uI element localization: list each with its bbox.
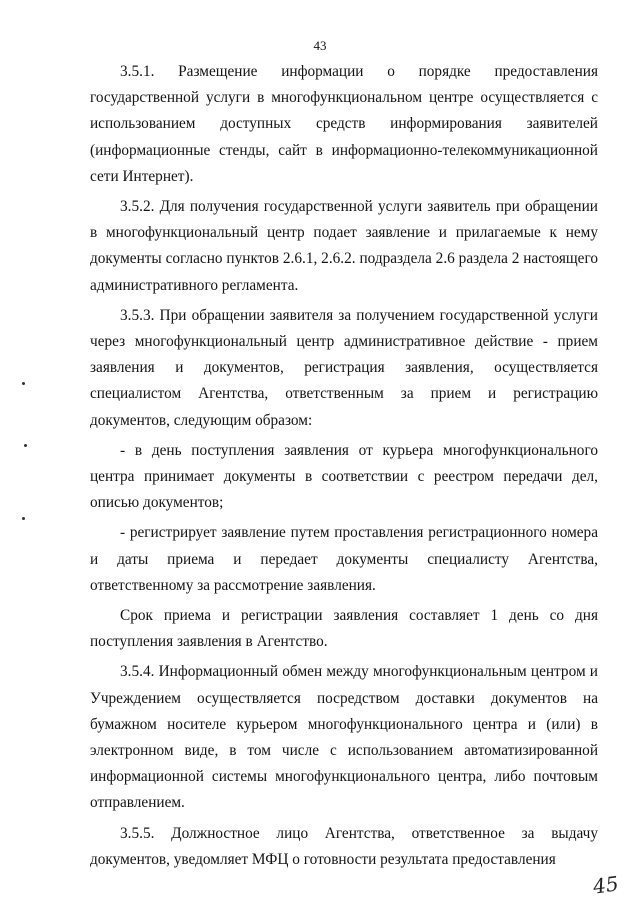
margin-dot-mark: [24, 444, 27, 447]
handwritten-page-number: 45: [591, 871, 620, 899]
list-item-register-application: - регистрирует заявление путем проставления регистрационного номера и даты приема и передает документы специалисту Агентства, ответственному за рассмотрение заявления.: [90, 524, 598, 594]
paragraph-3-5-2: 3.5.2. Для получения государственной услуги заявитель при обращении в многофункциональный центр подает заявление и прилагаемые к нему документы согласно пунктов 2.6.1, 2.6.2. подраздела 2.6 раздела 2 настоящего административного регламента.: [90, 198, 598, 294]
margin-dot-mark: [22, 382, 25, 385]
document-body: [90, 59, 598, 877]
paragraph-3-5-5: 3.5.5. Должностное лицо Агентства, ответственное за выдачу документов, уведомляет МФЦ о готовности результата предоставления: [90, 824, 598, 868]
paragraph-3-5-4: 3.5.4. Информационный обмен между многофункциональным центром и Учреждением осуществляется посредством доставки документов на бумажном носителе курьером многофункционального центра и (или) в электронном виде, в том числе с использованием автоматизированной информационной системы многофункционального центра, либо почтовым отправлением.: [90, 663, 598, 812]
paragraph-3-5-1: 3.5.1. Размещение информации о порядке предоставления государственной услуги в многофункциональном центре осуществляется с использованием доступных средств информирования заявителей (информационные стенды, сайт в информационно-телекоммуникационной сети Интернет).: [90, 63, 598, 185]
page-number: 43: [313, 38, 327, 53]
paragraph-registration-term: Срок приема и регистрации заявления составляет 1 день со дня поступления заявления в Агентство.: [90, 607, 598, 651]
margin-dot-mark: [22, 517, 25, 520]
paragraph-3-5-3: 3.5.3. При обращении заявителя за получением государственной услуги через многофункциональный центр административное действие - прием заявления и документов, регистрация заявления, осуществляется специалистом Агентства, ответственным за прием и регистрацию документов, следующим образом:: [90, 306, 598, 429]
list-item-receive-documents: - в день поступления заявления от курьера многофункционального центра принимает документы в соответствии с реестром передачи дел, описью документов;: [90, 441, 598, 512]
